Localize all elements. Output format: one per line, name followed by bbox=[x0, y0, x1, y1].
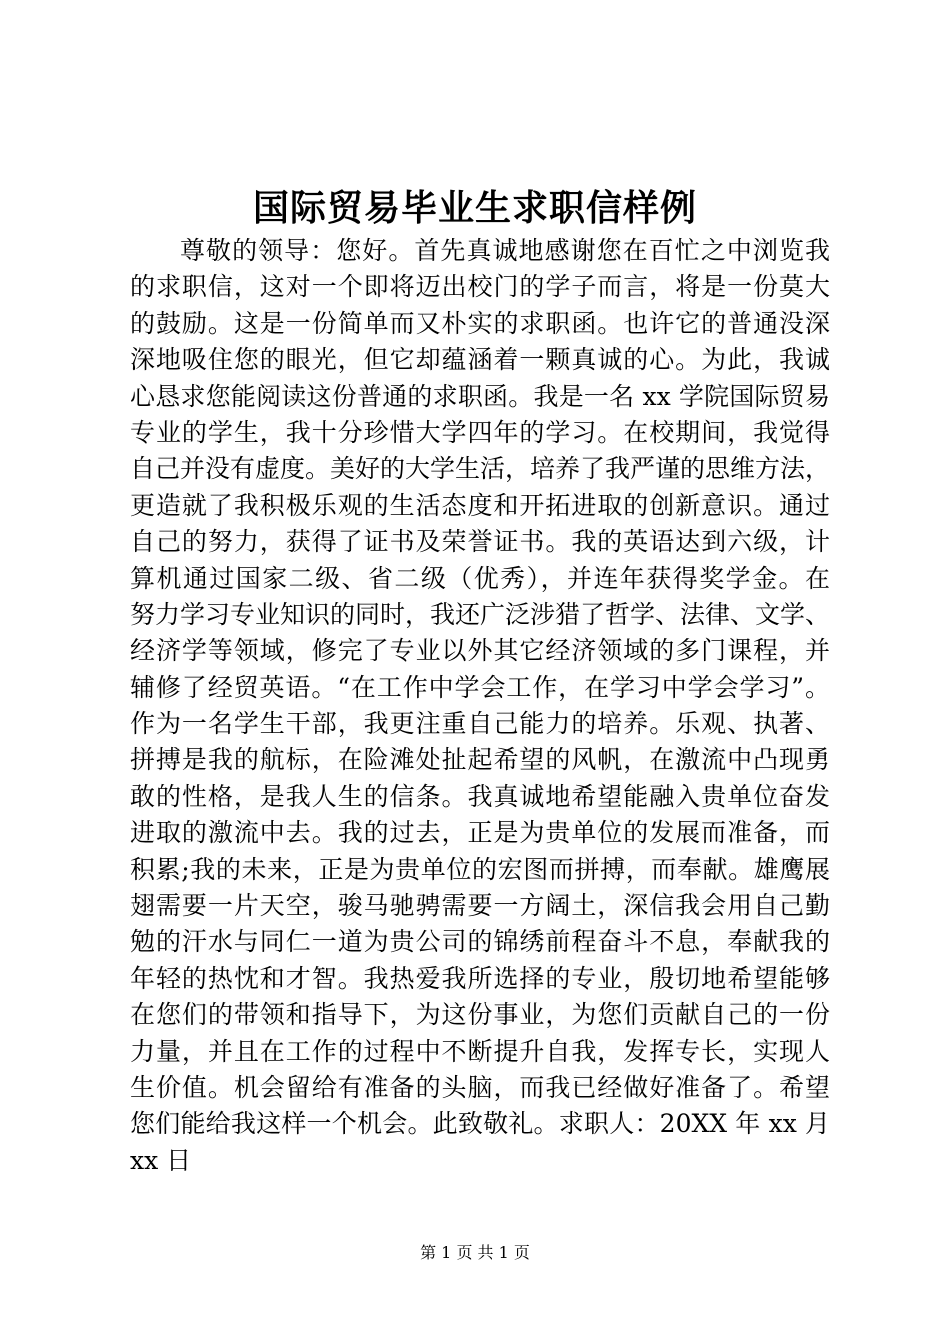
body-line: 专业的学生，我十分珍惜大学四年的学习。在校期间，我觉得 bbox=[130, 417, 830, 447]
body-line: xx 日 bbox=[130, 1145, 192, 1175]
body-line: 努力学习专业知识的同时，我还广泛涉猎了哲学、法律、文学、 bbox=[130, 599, 830, 629]
body-line: 心恳求您能阅读这份普通的求职函。我是一名 xx 学院国际贸易 bbox=[130, 381, 830, 411]
body-line: 年轻的热忱和才智。我热爱我所选择的专业，殷切地希望能够 bbox=[130, 963, 830, 993]
body-line: 您们能给我这样一个机会。此致敬礼。求职人：20XX 年 xx 月 bbox=[130, 1109, 830, 1139]
body-line: 更造就了我积极乐观的生活态度和开拓进取的创新意识。通过 bbox=[130, 490, 830, 520]
body-line: 的鼓励。这是一份简单而又朴实的求职函。也许它的普通没深 bbox=[130, 308, 830, 338]
body-line: 作为一名学生干部，我更注重自己能力的培养。乐观、执著、 bbox=[130, 709, 830, 739]
document-body bbox=[130, 233, 830, 1179]
body-line: 生价值。机会留给有准备的头脑，而我已经做好准备了。希望 bbox=[130, 1072, 830, 1102]
body-line: 辅修了经贸英语。“在工作中学会工作，在学习中学会学习”。 bbox=[130, 672, 830, 702]
document-title: 国际贸易毕业生求职信样例 bbox=[252, 187, 697, 229]
body-line: 自己的努力，获得了证书及荣誉证书。我的英语达到六级，计 bbox=[130, 527, 830, 557]
body-line: 勉的汗水与同仁一道为贵公司的锦绣前程奋斗不息，奉献我的 bbox=[130, 927, 830, 957]
body-line: 力量，并且在工作的过程中不断提升自我，发挥专长，实现人 bbox=[130, 1036, 830, 1066]
body-line: 拼搏是我的航标，在险滩处扯起希望的风帆，在激流中凸现勇 bbox=[130, 745, 830, 775]
body-line: 积累;我的未来，正是为贵单位的宏图而拼搏，而奉献。雄鹰展 bbox=[130, 854, 830, 884]
body-line: 算机通过国家二级、省二级（优秀），并连年获得奖学金。在 bbox=[130, 563, 830, 593]
body-line: 进取的激流中去。我的过去，正是为贵单位的发展而准备，而 bbox=[130, 818, 830, 848]
body-line: 在您们的带领和指导下，为这份事业，为您们贡献自己的一份 bbox=[130, 1000, 830, 1030]
body-line: 尊敬的领导：您好。首先真诚地感谢您在百忙之中浏览我 bbox=[180, 236, 830, 265]
page-footer: 第 1 页 共 1 页 bbox=[420, 1243, 530, 1262]
body-line: 深地吸住您的眼光，但它却蕴涵着一颗真诚的心。为此，我诚 bbox=[130, 345, 830, 375]
body-line: 自己并没有虚度。美好的大学生活，培养了我严谨的思维方法， bbox=[130, 454, 830, 484]
body-line: 的求职信，这对一个即将迈出校门的学子而言，将是一份莫大 bbox=[130, 272, 830, 302]
body-line: 敢的性格，是我人生的信条。我真诚地希望能融入贵单位奋发 bbox=[130, 781, 830, 811]
body-line: 翅需要一片天空，骏马驰骋需要一方阔土，深信我会用自己勤 bbox=[130, 891, 830, 921]
body-line: 经济学等领域，修完了专业以外其它经济领域的多门课程，并 bbox=[130, 636, 830, 666]
